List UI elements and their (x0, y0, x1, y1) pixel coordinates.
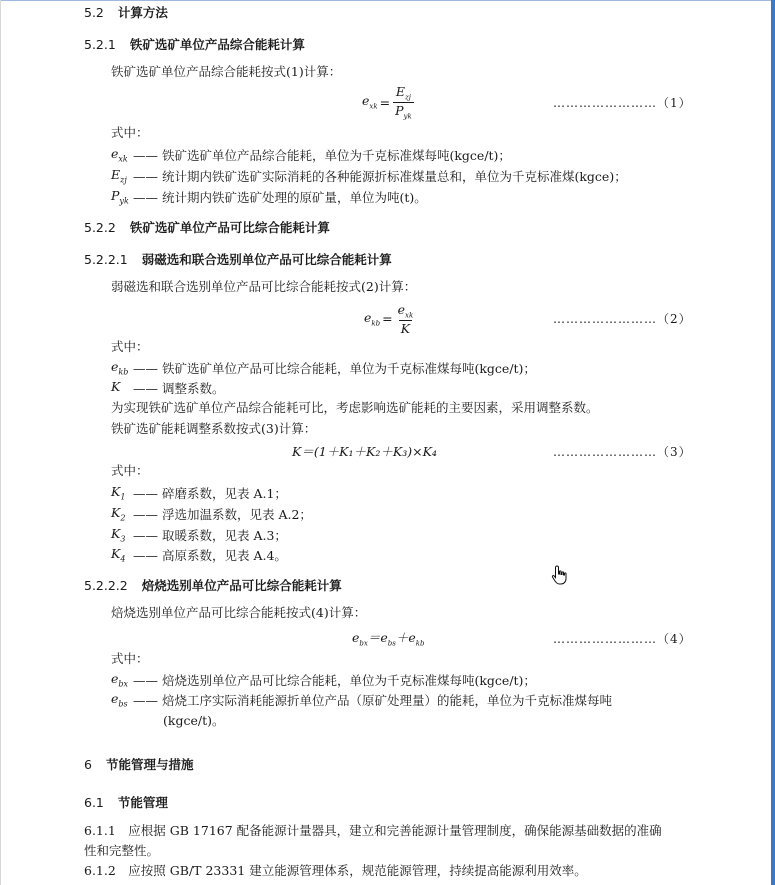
viewer-left-border (0, 0, 1, 885)
eq-symbol: e (364, 310, 372, 325)
viewer-right-scrollbar[interactable] (771, 0, 775, 885)
equation-4: $e_{bx}=e_{bs}+e_{kb}$ (352, 630, 425, 648)
equation-1 (362, 84, 414, 120)
var-ebs-desc: —— 焙烧工序实际消耗能源折单位产品（原矿处理量）的能耗，单位为千克标准煤每吨 (133, 693, 612, 708)
heading-5-2-2-1 (84, 250, 392, 268)
var-k3-desc: —— 取暖系数，见表 A.3； (133, 528, 287, 543)
heading-number: 6.1 (84, 795, 104, 810)
heading-6 (84, 755, 193, 773)
clause-6-1-1-line2: 性和完整性。 (84, 843, 160, 858)
var-ezj-desc: —— 统计期内铁矿选矿实际消耗的各种能源折标准煤量总和，单位为千克标准煤(kgce)； (133, 169, 627, 184)
heading-number: 5.2.2 (84, 220, 116, 235)
var-k1-desc: —— 碎磨系数，见表 A.1； (133, 486, 287, 501)
where-label-4: 式中： (111, 651, 149, 666)
heading-5-2 (84, 3, 168, 21)
var-ebx-symbol: $e_{bx}$ (111, 671, 129, 689)
equation-2 (364, 302, 415, 336)
eq-symbol: e (362, 93, 370, 109)
heading-number: 5.2.1 (84, 37, 116, 52)
heading-number: 5.2.2.2 (84, 578, 128, 593)
heading-number: 5.2.2.1 (84, 252, 128, 267)
where-label-3: 式中： (111, 463, 149, 478)
paragraph-5221-para1: 为实现铁矿选矿单位产品综合能耗可比，考虑影响选矿能耗的主要因素，采用调整系数。 (111, 400, 599, 415)
var-k3-symbol: $K_3$ (111, 526, 126, 544)
eq-subscript: xk (369, 102, 378, 111)
paragraph-5221-intro: 弱磁选和联合选别单位产品可比综合能耗按式(2)计算： (111, 279, 417, 294)
where-label-2: 式中： (111, 339, 149, 354)
heading-title: 弱磁选和联合选别单位产品可比综合能耗计算 (141, 252, 392, 267)
equation-2-number: ……………………（2） (553, 312, 692, 326)
var-ekb-desc: —— 铁矿选矿单位产品可比综合能耗，单位为千克标准煤每吨(kgce/t)； (133, 361, 536, 376)
eq-subscript: zj (405, 93, 411, 102)
var-ekb-symbol: $e_{kb}$ (111, 359, 129, 377)
paragraph-5222-intro: 焙烧选别单位产品可比综合能耗按式(4)计算： (111, 605, 367, 620)
var-pyk-desc: —— 统计期内铁矿选矿处理的原矿量，单位为吨(t)。 (133, 190, 427, 205)
viewer-top-border (0, 0, 775, 1)
var-k4-desc: —— 高原系数，见表 A.4。 (133, 548, 287, 563)
heading-6-1 (84, 793, 168, 811)
equation-3: K＝(1＋K₁＋K₂＋K₃)×K₄ (292, 444, 437, 459)
var-exk-desc: —— 铁矿选矿单位产品综合能耗，单位为千克标准煤每吨(kgce/t)； (133, 148, 511, 163)
heading-title: 计算方法 (117, 5, 168, 20)
paragraph-521-intro: 铁矿选矿单位产品综合能耗按式(1)计算： (111, 64, 342, 79)
eq-subscript: xk (405, 311, 414, 320)
var-k-symbol: K (111, 379, 121, 394)
clause-6-1-2: 6.1.2 应按照 GB/T 23331 建立能源管理体系，规范能源管理，持续提高能源利用效率。 (84, 863, 587, 878)
eq-numerator: E (395, 84, 406, 99)
var-ebx-desc: —— 焙烧选别单位产品可比综合能耗，单位为千克标准煤每吨(kgce/t)； (133, 673, 536, 688)
equals-sign: = (379, 94, 391, 110)
paragraph-5221-para2: 铁矿选矿能耗调整系数按式(3)计算： (111, 421, 317, 436)
eq-denominator: P (395, 102, 404, 118)
hand-cursor-icon (551, 565, 569, 585)
var-ebs-desc-cont: (kgce/t)。 (163, 713, 225, 728)
eq-denominator: K (400, 320, 411, 336)
heading-5-2-2-2 (84, 576, 342, 594)
equation-3-number: ……………………（3） (553, 445, 692, 459)
heading-title: 铁矿选矿单位产品可比综合能耗计算 (129, 220, 330, 235)
heading-number: 6 (84, 757, 92, 772)
var-pyk-symbol: $P_{yk}$ (111, 188, 129, 206)
eq-subscript: yk (403, 112, 412, 120)
heading-title: 节能管理与措施 (105, 757, 194, 772)
var-k4-symbol: $K_4$ (111, 546, 126, 564)
var-ebs-symbol: $e_{bs}$ (111, 691, 128, 709)
heading-5-2-2 (84, 218, 330, 236)
var-exk-symbol: $e_{xk}$ (111, 146, 128, 164)
heading-5-2-1 (84, 35, 305, 53)
var-k2-desc: —— 浮选加温系数，见表 A.2； (133, 507, 312, 522)
where-label-1: 式中： (111, 125, 149, 140)
eq-numerator: e (397, 302, 406, 317)
heading-title: 节能管理 (117, 795, 168, 810)
clause-6-1-1-line1: 6.1.1 应根据 GB 17167 配备能源计量器具，建立和完善能源计量管理制度，确保能源基础数据的准确 (84, 823, 662, 838)
heading-title: 铁矿选矿单位产品综合能耗计算 (129, 37, 305, 52)
var-k2-symbol: $K_2$ (111, 505, 126, 523)
equals-sign: = (382, 311, 393, 327)
var-k-desc: —— 调整系数。 (133, 381, 225, 396)
eq-subscript: kb (371, 319, 381, 328)
heading-number: 5.2 (84, 5, 104, 20)
equation-4-number: ……………………（4） (553, 632, 692, 646)
heading-title: 焙烧选别单位产品可比综合能耗计算 (141, 578, 342, 593)
equation-1-number: ……………………（1） (553, 96, 692, 110)
var-ezj-symbol: $E_{zj}$ (111, 167, 127, 185)
var-k1-symbol: $K_1$ (111, 484, 126, 502)
